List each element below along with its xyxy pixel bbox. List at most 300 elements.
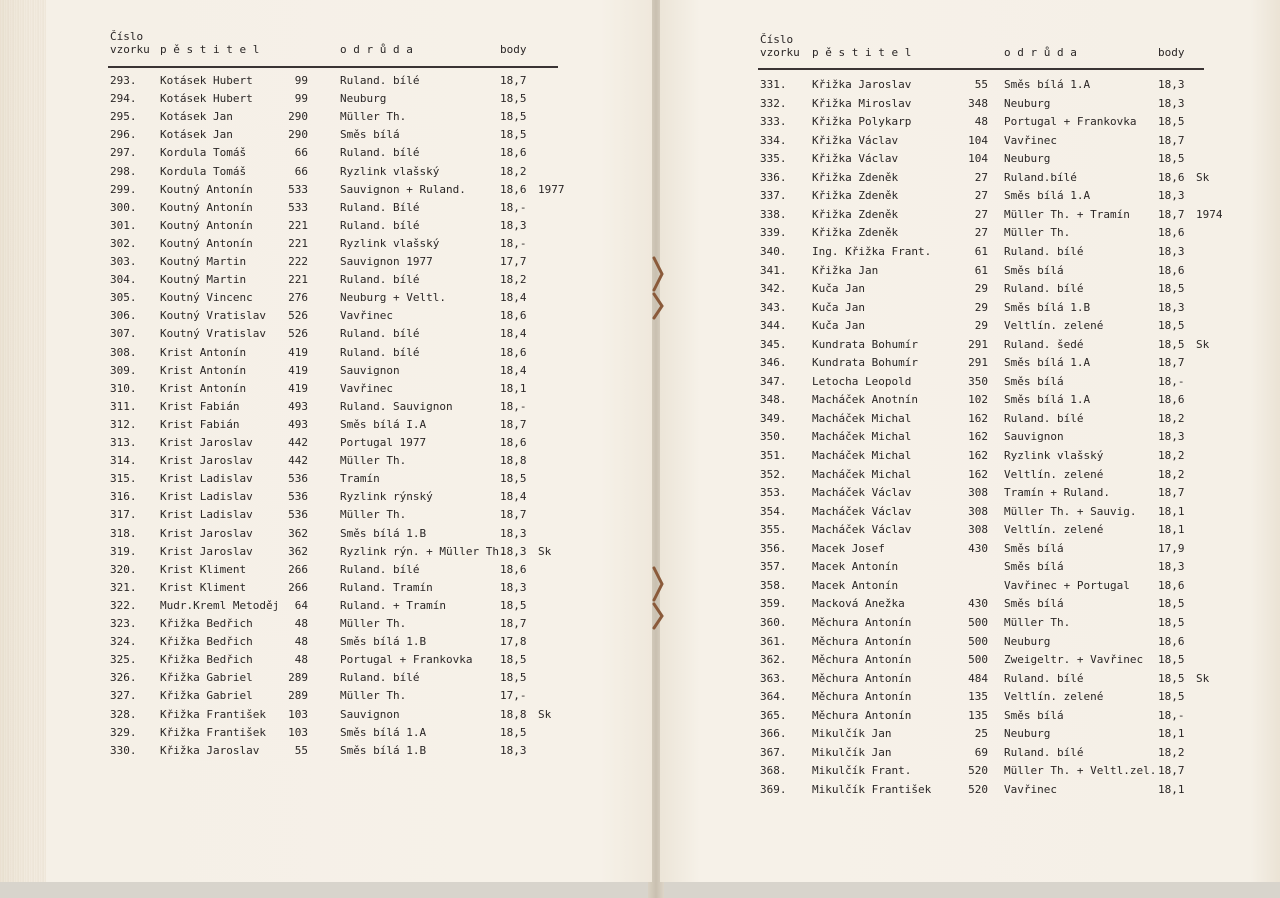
sample-number: 336.: [760, 170, 787, 184]
grower-name: Mudr.Kreml Metoděj: [160, 598, 280, 612]
sample-number: 340.: [760, 244, 787, 258]
wine-variety: Müller Th.: [340, 454, 407, 468]
wine-variety: Müller Th. + Tramín: [1004, 207, 1130, 221]
grower-code: 526: [288, 327, 308, 341]
sample-number: 339.: [760, 226, 787, 240]
wine-variety: Müller Th.: [340, 689, 407, 703]
grower-code: 69: [974, 745, 988, 759]
note: Sk: [1196, 170, 1210, 184]
sample-number: 368.: [760, 764, 787, 778]
sample-number: 348.: [760, 393, 787, 407]
sample-number: 298.: [110, 164, 137, 178]
wine-variety: Müller Th. + Sauvig.: [1004, 504, 1137, 518]
sample-number: 364.: [760, 690, 787, 704]
grower-name: Krist Jaroslav: [160, 436, 253, 449]
wine-variety: Neuburg: [1004, 727, 1051, 741]
points: 18,2: [1158, 467, 1185, 481]
wine-variety: Vavřinec: [1004, 133, 1057, 147]
grower-name: Krist Jaroslav: [160, 544, 253, 558]
sample-number: 294.: [110, 92, 137, 106]
grower-name: Krist Fabián: [160, 399, 240, 413]
grower-code: 29: [974, 319, 988, 333]
points: 18,5: [1158, 615, 1185, 629]
points: 17,9: [1158, 541, 1185, 555]
grower-code: 290: [288, 128, 308, 142]
grower-code: 308: [968, 523, 988, 537]
wine-variety: Ruland. bílé: [340, 74, 420, 87]
points: 18,5: [500, 725, 527, 739]
grower-code: 61: [974, 244, 988, 258]
points: 18,1: [500, 381, 527, 395]
grower-code: 430: [968, 541, 988, 555]
grower-name: Křižka Gabriel: [160, 671, 253, 685]
grower-name: Koutný Antonín: [160, 182, 253, 196]
points: 18,5: [1158, 152, 1185, 166]
sample-number: 302.: [110, 236, 137, 250]
points: 18,2: [1158, 449, 1185, 462]
points: 18,5: [500, 110, 527, 124]
wine-variety: Portugal 1977: [340, 436, 427, 449]
grower-name: Mikulčík František: [812, 782, 932, 796]
sample-number: 309.: [110, 363, 137, 377]
grower-code: 29: [974, 300, 988, 314]
sample-number: 326.: [110, 671, 137, 685]
points: 18,3: [500, 218, 527, 232]
grower-code: 162: [968, 430, 988, 444]
note: Sk: [538, 707, 552, 721]
grower-code: 48: [294, 635, 308, 649]
wine-variety: Sauvignon 1977: [340, 255, 433, 268]
grower-code: 430: [968, 597, 988, 611]
grower-code: 48: [294, 653, 308, 667]
sample-number: 343.: [760, 300, 787, 314]
header-variety: o d r ů d a: [1004, 46, 1077, 59]
grower-name: Kuča Jan: [812, 319, 865, 333]
grower-code: 493: [288, 399, 308, 413]
points: 18,4: [500, 490, 527, 504]
sample-number: 342.: [760, 282, 787, 296]
wine-variety: Sauvignon: [1004, 430, 1064, 444]
grower-name: Křižka Polykarp: [812, 115, 912, 129]
sample-number: 314.: [110, 454, 137, 468]
points: 18,5: [1158, 653, 1185, 667]
sample-number: 331.: [760, 78, 787, 91]
points: 18,6: [500, 146, 527, 160]
points: 18,6: [500, 345, 527, 359]
sample-number: 308.: [110, 345, 137, 359]
points: 18,3: [500, 580, 527, 594]
grower-name: Křižka Miroslav: [812, 96, 912, 110]
wine-variety: Směs bílá: [1004, 374, 1064, 388]
points: 18,3: [1158, 244, 1185, 258]
sample-number: 293.: [110, 74, 137, 87]
wine-variety: Müller Th.: [340, 508, 407, 522]
wine-variety: Neuburg + Veltl.: [340, 291, 446, 305]
sample-number: 356.: [760, 541, 787, 555]
grower-code: 419: [288, 345, 308, 359]
header-sample-number-line2: vzorku: [760, 46, 800, 59]
sample-number: 350.: [760, 430, 787, 444]
points: 18,5: [500, 128, 527, 142]
wine-variety: Müller Th. + Veltl.zel.: [1004, 764, 1157, 778]
points: 18,2: [500, 164, 527, 178]
grower-name: Mikulčík Jan: [812, 745, 892, 759]
grower-name: Kuča Jan: [812, 282, 865, 296]
sample-number: 297.: [110, 146, 137, 160]
grower-name: Krist Antonín: [160, 345, 247, 359]
wine-variety: Ruland. bílé: [340, 218, 420, 232]
grower-name: Křižka Jaroslav: [812, 78, 912, 91]
sample-number: 351.: [760, 449, 787, 462]
grower-name: Krist Kliment: [160, 562, 247, 576]
grower-code: 102: [968, 393, 988, 407]
grower-name: Krist Antonín: [160, 381, 247, 395]
wine-variety: Směs bílá: [1004, 708, 1064, 722]
header-grower: p ě s t i t e l: [160, 43, 260, 56]
grower-name: Krist Ladislav: [160, 508, 253, 522]
grower-name: Krist Jaroslav: [160, 526, 253, 540]
points: 18,3: [1158, 560, 1185, 574]
grower-code: 291: [968, 356, 988, 370]
sample-number: 363.: [760, 671, 787, 685]
grower-code: 55: [974, 78, 988, 91]
points: 18,6: [500, 309, 527, 323]
sample-number: 359.: [760, 597, 787, 611]
sample-number: 357.: [760, 560, 787, 574]
wine-variety: Neuburg: [1004, 634, 1051, 648]
grower-name: Koutný Martin: [160, 273, 247, 287]
grower-name: Krist Fabián: [160, 417, 240, 431]
grower-code: 162: [968, 411, 988, 425]
wine-variety: Ruland. bílé: [1004, 671, 1084, 685]
grower-code: 308: [968, 486, 988, 500]
wine-variety: Ruland. Tramín: [340, 580, 433, 594]
grower-name: Kundrata Bohumír: [812, 337, 918, 351]
sample-number: 325.: [110, 653, 137, 667]
grower-name: Křižka Bedřich: [160, 653, 253, 667]
wine-variety: Směs bílá 1.A: [1004, 393, 1091, 407]
page-edges: [0, 0, 46, 882]
sample-number: 355.: [760, 523, 787, 537]
points: 18,5: [500, 92, 527, 106]
sample-number: 369.: [760, 782, 787, 796]
wine-variety: Ruland. Sauvignon: [340, 399, 453, 413]
points: 18,4: [500, 363, 527, 377]
grower-code: 266: [288, 580, 308, 594]
wine-variety: Sauvignon: [340, 707, 400, 721]
points: 18,-: [500, 236, 527, 250]
wine-variety: Ruland. šedé: [1004, 337, 1084, 351]
sample-number: 347.: [760, 374, 787, 388]
grower-code: 25: [974, 727, 988, 741]
sample-number: 345.: [760, 337, 787, 351]
points: 18,5: [500, 653, 527, 667]
sample-number: 332.: [760, 96, 787, 110]
grower-name: Koutný Antonín: [160, 200, 253, 214]
points: 18,3: [1158, 300, 1185, 314]
grower-code: 276: [288, 291, 308, 305]
grower-name: Měchura Antonín: [812, 615, 912, 629]
sample-number: 358.: [760, 578, 787, 592]
grower-code: 135: [968, 690, 988, 704]
wine-variety: Vavřinec: [340, 309, 393, 323]
points: 18,2: [1158, 411, 1185, 425]
points: 18,4: [500, 327, 527, 341]
sample-number: 299.: [110, 182, 137, 196]
grower-code: 103: [288, 725, 308, 739]
sample-number: 333.: [760, 115, 787, 129]
note: Sk: [538, 544, 552, 558]
points: 18,6: [1158, 263, 1185, 277]
points: 18,7: [500, 617, 527, 630]
grower-code: 348: [968, 96, 988, 110]
points: 18,-: [500, 200, 527, 214]
sample-number: 352.: [760, 467, 787, 481]
points: 18,3: [1158, 96, 1185, 110]
grower-name: Měchura Antonín: [812, 690, 912, 704]
grower-name: Koutný Vincenc: [160, 291, 253, 305]
grower-name: Macháček Michal: [812, 430, 912, 444]
grower-code: 484: [968, 671, 988, 685]
staple-upper: [650, 250, 670, 320]
grower-code: 362: [288, 526, 308, 540]
grower-code: 103: [288, 707, 308, 721]
grower-code: 48: [974, 115, 988, 129]
grower-name: Křižka František: [160, 707, 266, 721]
header-grower: p ě s t i t e l: [812, 46, 912, 59]
points: 18,-: [1158, 374, 1185, 388]
grower-code: 362: [288, 544, 308, 558]
wine-variety: Směs bílá 1.A: [1004, 356, 1091, 370]
grower-code: 500: [968, 653, 988, 667]
grower-name: Křižka Zdeněk: [812, 189, 899, 203]
grower-code: 533: [288, 200, 308, 214]
grower-name: Křižka Jaroslav: [160, 743, 260, 757]
sample-number: 322.: [110, 598, 137, 612]
grower-code: 536: [288, 472, 308, 486]
sample-number: 365.: [760, 708, 787, 722]
wine-variety: Ruland. bílé: [1004, 282, 1084, 296]
note: Sk: [1196, 337, 1210, 351]
grower-name: Macháček Václav: [812, 504, 912, 518]
grower-name: Macek Josef: [812, 541, 885, 555]
sample-number: 341.: [760, 263, 787, 277]
sample-number: 310.: [110, 381, 137, 395]
right-page: [660, 0, 1280, 882]
points: 18,4: [500, 291, 527, 305]
header-sample-number: [110, 30, 150, 56]
grower-code: 66: [294, 146, 308, 160]
points: 18,5: [500, 472, 527, 486]
grower-code: 500: [968, 615, 988, 629]
points: 18,1: [1158, 504, 1185, 518]
grower-name: Měchura Antonín: [812, 653, 912, 667]
grower-code: 61: [974, 263, 988, 277]
wine-variety: Ruland. + Tramín: [340, 598, 446, 612]
sample-number: 337.: [760, 189, 787, 203]
grower-code: 48: [294, 617, 308, 630]
note: Sk: [1196, 671, 1210, 685]
wine-variety: Veltlín. zelené: [1004, 690, 1104, 704]
grower-code: 27: [974, 170, 988, 184]
wine-variety: Ruland. bílé: [340, 146, 420, 160]
points: 18,5: [1158, 337, 1185, 351]
sample-number: 307.: [110, 327, 137, 341]
wine-variety: Směs bílá 1.A: [1004, 189, 1091, 203]
wine-variety: Tramín + Ruland.: [1004, 486, 1110, 500]
grower-code: 55: [294, 743, 308, 757]
wine-variety: Sauvignon: [340, 363, 400, 377]
points: 18,5: [1158, 597, 1185, 611]
points: 18,7: [1158, 133, 1185, 147]
note: 1974: [1196, 207, 1223, 221]
sample-number: 319.: [110, 544, 137, 558]
wine-variety: Směs bílá: [1004, 263, 1064, 277]
grower-code: 536: [288, 490, 308, 504]
wine-variety: Neuburg: [1004, 96, 1051, 110]
grower-name: Křižka Václav: [812, 152, 899, 166]
wine-variety: Ruland. bílé: [340, 273, 420, 287]
grower-name: Macháček Anotnín: [812, 393, 918, 407]
header-sample-number-line1: Číslo: [110, 30, 144, 43]
grower-name: Křižka Bedřich: [160, 635, 253, 649]
points: 18,5: [1158, 319, 1185, 333]
header-sample-number: [760, 33, 800, 59]
wine-variety: Ruland. bílé: [1004, 745, 1084, 759]
grower-code: 221: [288, 236, 308, 250]
grower-name: Krist Ladislav: [160, 490, 253, 504]
points: 18,6: [1158, 393, 1185, 407]
wine-variety: Müller Th.: [1004, 226, 1071, 240]
sample-number: 313.: [110, 436, 137, 449]
sample-number: 344.: [760, 319, 787, 333]
points: 18,5: [1158, 671, 1185, 685]
sample-number: 300.: [110, 200, 137, 214]
points: 18,3: [500, 544, 527, 558]
points: 18,7: [1158, 356, 1185, 370]
points: 18,7: [1158, 486, 1185, 500]
sample-number: 296.: [110, 128, 137, 142]
grower-name: Macháček Michal: [812, 449, 912, 462]
points: 18,-: [500, 399, 527, 413]
points: 18,5: [500, 671, 527, 685]
wine-variety: Směs bílá: [1004, 560, 1064, 574]
grower-name: Krist Kliment: [160, 580, 247, 594]
wine-variety: Směs bílá: [1004, 597, 1064, 611]
wine-variety: Směs bílá 1.B: [340, 743, 427, 757]
grower-code: 520: [968, 764, 988, 778]
sample-number: 334.: [760, 133, 787, 147]
points: 18,7: [500, 74, 527, 87]
grower-code: 64: [294, 598, 308, 612]
grower-name: Kotásek Jan: [160, 110, 233, 124]
points: 18,5: [1158, 690, 1185, 704]
points: 18,3: [500, 743, 527, 757]
points: 17,7: [500, 255, 527, 268]
wine-variety: Vavřinec + Portugal: [1004, 578, 1130, 592]
wine-variety: Ryzlink rýnský: [340, 490, 433, 504]
grower-code: 289: [288, 671, 308, 685]
grower-code: 221: [288, 218, 308, 232]
grower-code: 308: [968, 504, 988, 518]
wine-variety: Vavřinec: [340, 381, 393, 395]
grower-name: Krist Antonín: [160, 363, 247, 377]
grower-name: Křižka Bedřich: [160, 617, 253, 630]
wine-variety: Směs bílá: [1004, 541, 1064, 555]
header-points: body: [500, 43, 527, 56]
grower-name: Ing. Křižka Frant.: [812, 244, 932, 258]
grower-code: 350: [968, 374, 988, 388]
grower-name: Kotásek Hubert: [160, 92, 253, 106]
wine-variety: Portugal + Frankovka: [1004, 115, 1137, 129]
wine-variety: Müller Th.: [340, 110, 407, 124]
points: 18,7: [500, 508, 527, 522]
grower-code: 162: [968, 449, 988, 462]
wine-variety: Směs bílá 1.B: [340, 526, 427, 540]
grower-name: Koutný Vratislav: [160, 309, 266, 323]
grower-code: 27: [974, 207, 988, 221]
sample-number: 311.: [110, 399, 137, 413]
grower-name: Křižka Zdeněk: [812, 226, 899, 240]
sample-number: 320.: [110, 562, 137, 576]
wine-variety: Ruland. bílé: [340, 671, 420, 685]
sample-number: 316.: [110, 490, 137, 504]
points: 18,8: [500, 454, 527, 468]
grower-name: Křižka Zdeněk: [812, 207, 899, 221]
sample-number: 361.: [760, 634, 787, 648]
grower-name: Kordula Tomáš: [160, 164, 247, 178]
grower-code: 104: [968, 152, 988, 166]
sample-number: 360.: [760, 615, 787, 629]
points: 18,7: [1158, 207, 1185, 221]
grower-name: Měchura Antonín: [812, 671, 912, 685]
sample-number: 317.: [110, 508, 137, 522]
header-sample-number-line1: Číslo: [760, 33, 794, 46]
grower-name: Macková Anežka: [812, 597, 905, 611]
wine-variety: Tramín: [340, 472, 380, 486]
grower-name: Měchura Antonín: [812, 708, 912, 722]
grower-name: Koutný Antonín: [160, 218, 253, 232]
grower-name: Kundrata Bohumír: [812, 356, 918, 370]
points: 18,6: [1158, 578, 1185, 592]
sample-number: 295.: [110, 110, 137, 124]
points: 18,1: [1158, 727, 1185, 741]
sample-number: 305.: [110, 291, 137, 305]
grower-name: Křižka František: [160, 725, 266, 739]
grower-code: 29: [974, 282, 988, 296]
wine-variety: Neuburg: [1004, 152, 1051, 166]
sample-number: 315.: [110, 472, 137, 486]
sample-number: 328.: [110, 707, 137, 721]
grower-name: Kotásek Jan: [160, 128, 233, 142]
points: 18,3: [1158, 189, 1185, 203]
points: 18,6: [1158, 170, 1185, 184]
sample-number: 321.: [110, 580, 137, 594]
wine-variety: Müller Th.: [1004, 615, 1071, 629]
wine-variety: Ruland. bílé: [1004, 244, 1084, 258]
sample-number: 354.: [760, 504, 787, 518]
grower-name: Měchura Antonín: [812, 634, 912, 648]
points: 18,5: [1158, 282, 1185, 296]
wine-variety: Ryzlink rýn. + Müller Th.: [340, 544, 506, 558]
sample-number: 362.: [760, 653, 787, 667]
grower-code: 66: [294, 164, 308, 178]
wine-variety: Sauvignon + Ruland.: [340, 182, 466, 196]
wine-variety: Ruland. Bílé: [340, 200, 420, 214]
grower-code: 266: [288, 562, 308, 576]
sample-number: 323.: [110, 617, 137, 630]
header-variety: o d r ů d a: [340, 43, 413, 56]
